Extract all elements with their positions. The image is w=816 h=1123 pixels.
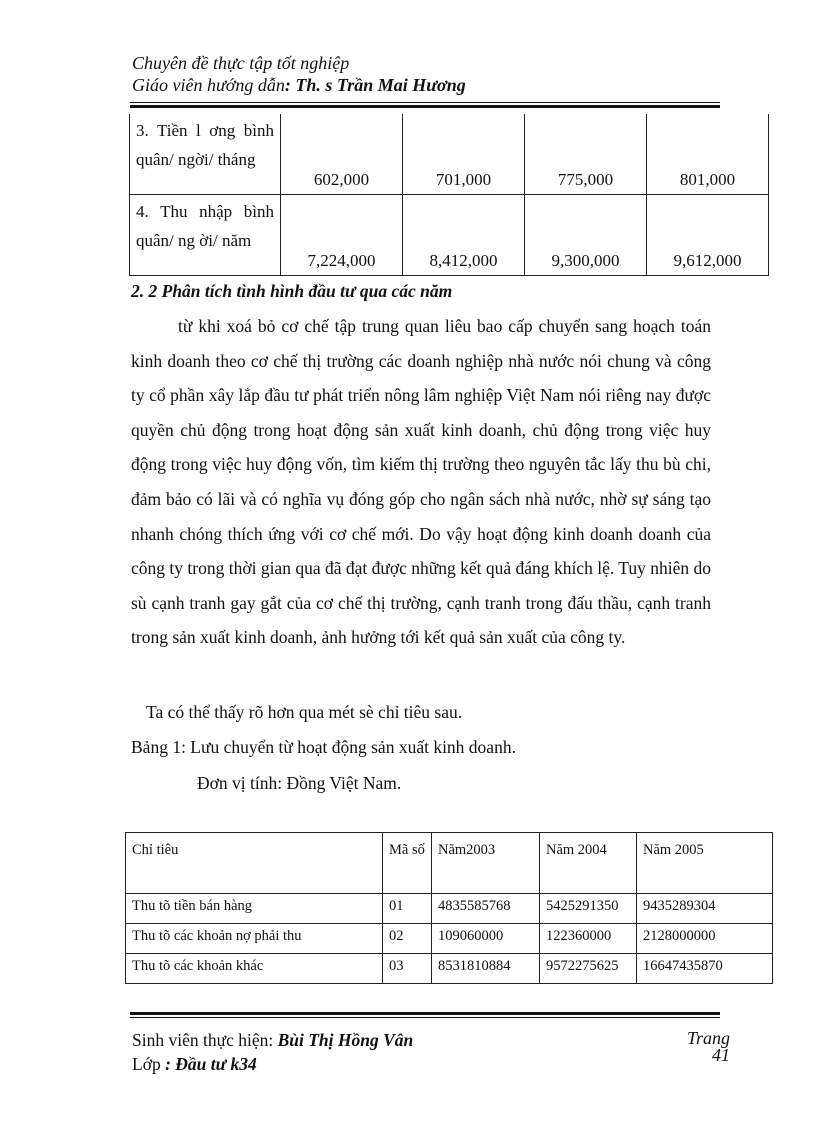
- table-row: [126, 894, 773, 924]
- table-cell: 122360000: [540, 924, 637, 954]
- header-rule-thin: [130, 102, 720, 103]
- column-header: Năm2003: [432, 833, 540, 894]
- page-label: Trang: [686, 1028, 730, 1048]
- column-header: Mã số: [383, 833, 432, 894]
- page-number-block: [684, 1030, 730, 1064]
- table-cell: 8531810884: [432, 954, 540, 984]
- table-row: [126, 924, 773, 954]
- class-line: [132, 1052, 413, 1076]
- section-title: 2. 2 Phân tích tình hình đầu tư qua các năm: [131, 281, 453, 301]
- table-cell: 109060000: [432, 924, 540, 954]
- header-rule-thick: [130, 105, 720, 108]
- table-cell: Thu tõ các khoản khác: [126, 954, 383, 984]
- table-cell: 16647435870: [637, 954, 773, 984]
- teacher-name: : Th. s Trần Mai Hương: [284, 75, 466, 95]
- table-cell: 701,000: [403, 114, 525, 195]
- table-row: [130, 195, 769, 276]
- column-header: Năm 2004: [540, 833, 637, 894]
- teacher-label: Giáo viên hướng dẫn: [132, 75, 285, 95]
- document-title: Chuyên đề thực tập tốt nghiệp: [132, 53, 350, 73]
- teacher-line: [132, 74, 722, 96]
- cashflow-table: [125, 832, 773, 984]
- page-footer: [132, 1028, 413, 1076]
- table-cell: 8,412,000: [403, 195, 525, 276]
- table-cell: Thu tõ các khoản nợ phải thu: [126, 924, 383, 954]
- column-header: Năm 2005: [637, 833, 773, 894]
- table-cell: 02: [383, 924, 432, 954]
- body-paragraph: [131, 309, 711, 655]
- salary-table: [129, 114, 769, 276]
- student-name: Bùi Thị Hồng Vân: [277, 1030, 414, 1050]
- footer-rule-thick: [130, 1012, 720, 1015]
- table-cell: Thu tõ tiền bán hàng: [126, 894, 383, 924]
- table-cell: 03: [383, 954, 432, 984]
- table-cell: 9,300,000: [525, 195, 647, 276]
- row-label: 4. Thu nhập bình quân/ ng ời/ năm: [130, 195, 281, 276]
- class-label: Lớp: [132, 1054, 161, 1074]
- table-cell: 5425291350: [540, 894, 637, 924]
- table-caption: Bảng 1: Lưu chuyển từ hoạt động sản xuất kinh doanh.: [131, 737, 516, 757]
- table-cell: 775,000: [525, 114, 647, 195]
- column-header: Chỉ tiêu: [126, 833, 383, 894]
- table-row: [130, 114, 769, 195]
- paragraph-text: từ khi xoá bỏ cơ chế tập trung quan liêu bao cấp chuyển sang hoạch toán kinh doanh theo cơ chế thị trường các doanh nghiệp nhà nước nói chung và công ty cổ phần xây lắp đầu tư phát triển nông lâm nghiệp Việt Nam nói riêng nay được quyền chủ động trong hoạt động sản xuất kinh doanh, chủ động trong việc huy động trong việc huy động vốn, tìm kiếm thị trường theo nguyên tắc lấy thu bù chi, đảm bảo có lãi và có nghĩa vụ đóng góp cho ngân sách nhà nước, nhờ sự sáng tạo nhanh chóng thích ứng với cơ chế mới. Do vậy hoạt động kinh doanh doanh của công ty trong thời gian qua đã đạt được những kết quả đáng khích lệ. Tuy nhiên do sù cạnh tranh gay gắt của cơ chế thị trường, cạnh tranh trong đấu thầu, cạnh tranh trong sản xuất kinh doanh, ảnh hưởng tới kết quả sản xuất của công ty.: [131, 316, 711, 648]
- table-cell: 2128000000: [637, 924, 773, 954]
- footer-rule-thin: [130, 1017, 720, 1018]
- table-row: [126, 954, 773, 984]
- table-cell: 9,612,000: [647, 195, 769, 276]
- table-cell: 801,000: [647, 114, 769, 195]
- table-cell: 602,000: [281, 114, 403, 195]
- unit-line: Đơn vị tính: Đồng Việt Nam.: [197, 773, 402, 793]
- table-cell: 01: [383, 894, 432, 924]
- student-label: Sinh viên thực hiện:: [132, 1030, 274, 1050]
- table-cell: 9435289304: [637, 894, 773, 924]
- table-cell: 9572275625: [540, 954, 637, 984]
- table-cell: 7,224,000: [281, 195, 403, 276]
- page-number: 41: [712, 1045, 730, 1065]
- row-label: 3. Tiền l ơng bình quân/ ngời/ tháng: [130, 114, 281, 195]
- intro-line: Ta có thể thấy rõ hơn qua mét sè chỉ tiêu sau.: [146, 702, 463, 722]
- student-line: [132, 1028, 413, 1052]
- table-cell: 4835585768: [432, 894, 540, 924]
- class-name: : Đầu tư k34: [165, 1054, 257, 1074]
- page-header: [132, 52, 722, 96]
- header-row: [126, 833, 773, 894]
